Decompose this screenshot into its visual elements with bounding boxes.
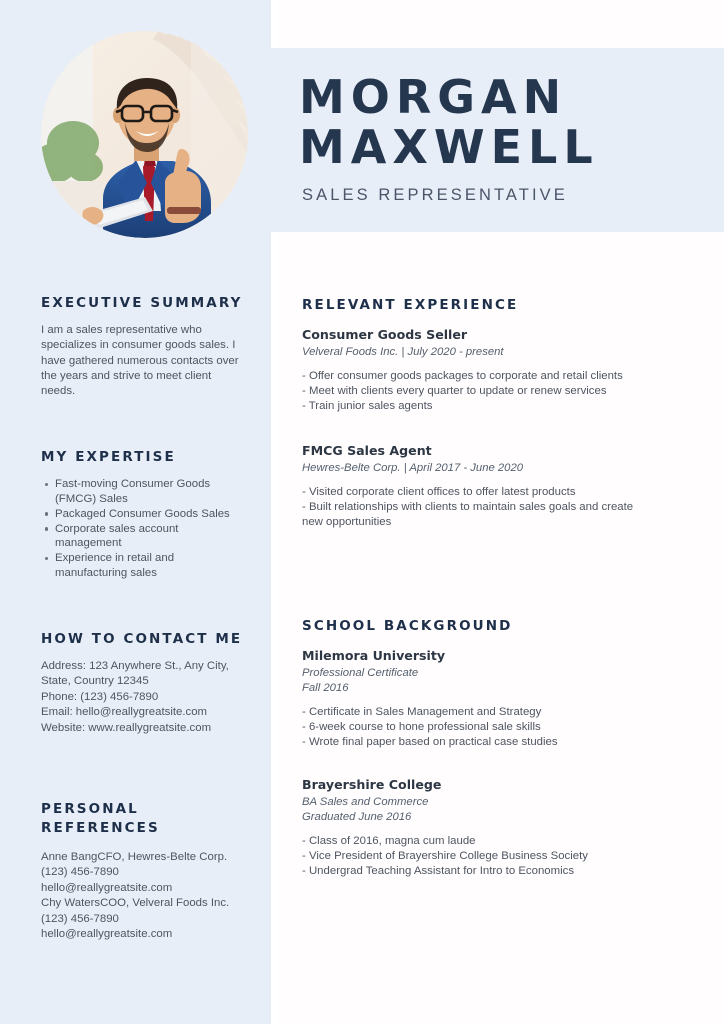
reference-2-email: hello@reallygreatsite.com: [41, 928, 173, 941]
experience-1-point-1: - Offer consumer goods packages to corporate and retail clients: [302, 370, 623, 382]
experience-1-point-2: - Meet with clients every quarter to update or renew services: [302, 385, 607, 398]
school-entry-2: [302, 776, 684, 880]
references-heading-line1: PERSONAL: [41, 801, 139, 817]
section-relevant-experience: [302, 296, 684, 534]
reference-2-phone: (123) 456-7890: [41, 912, 119, 925]
experience-1-points: [302, 369, 684, 415]
experience-1-point-3: - Train junior sales agents: [302, 400, 433, 413]
section-heading-contact: HOW TO CONTACT ME: [41, 631, 243, 647]
section-my-expertise: [41, 448, 248, 581]
reference-2-name: Chy WatersCOO, Velveral Foods Inc.: [41, 897, 230, 910]
contact-lines: [41, 659, 248, 736]
school-2-title: Brayershire College: [302, 776, 442, 792]
contact-address-line2: State, Country 12345: [41, 675, 149, 688]
section-heading-executive-summary: EXECUTIVE SUMMARY: [41, 295, 243, 311]
school-2-point-1: - Class of 2016, magna cum laude: [302, 834, 476, 847]
section-school-background: [302, 617, 684, 883]
experience-2-points: [302, 485, 684, 531]
experience-2-point-2: - Built relationships with clients to maintain sales goals and create: [302, 500, 634, 513]
list-item: Corporate sales account management: [55, 522, 248, 551]
section-heading-school-background: SCHOOL BACKGROUND: [302, 618, 513, 634]
references-lines: [41, 850, 248, 942]
experience-2-meta: Hewres-Belte Corp. | April 2017 - June 2020: [302, 461, 524, 474]
experience-entry-1: [302, 326, 684, 415]
section-personal-references: [41, 800, 248, 942]
school-entry-1: [302, 647, 684, 751]
school-2-points: [302, 834, 684, 880]
expertise-list: [41, 477, 248, 581]
spacer: [302, 755, 684, 776]
reference-1-name: Anne BangCFO, Hewres-Belte Corp.: [41, 851, 228, 863]
experience-2-point-1: - Visited corporate client offices to offer latest products: [302, 485, 576, 498]
section-heading-relevant-experience: RELEVANT EXPERIENCE: [302, 297, 519, 313]
school-1-meta-line1: Professional Certificate: [302, 667, 419, 679]
last-name: MAXWELL: [299, 120, 599, 174]
school-1-point-3: - Wrote final paper based on practical case studies: [302, 736, 558, 749]
page-title: [299, 72, 719, 205]
school-2-meta-line2: Graduated June 2016: [302, 810, 412, 823]
contact-website: Website: www.reallygreatsite.com: [41, 721, 212, 734]
experience-1-title: Consumer Goods Seller: [302, 327, 468, 342]
list-item: Fast-moving Consumer Goods (FMCG) Sales: [55, 477, 248, 506]
contact-address-line1: Address: 123 Anywhere St., Any City,: [41, 660, 229, 672]
school-1-meta: [302, 666, 684, 696]
experience-entry-2: [302, 442, 684, 531]
avatar: [41, 31, 248, 238]
section-executive-summary: [41, 294, 248, 399]
school-2-meta-line1: BA Sales and Commerce: [302, 795, 429, 808]
portrait-photo-icon: [41, 31, 248, 238]
school-1-point-1: - Certificate in Sales Management and Strategy: [302, 706, 542, 718]
contact-email: Email: hello@reallygreatsite.com: [41, 706, 208, 719]
reference-1-phone: (123) 456-7890: [41, 866, 119, 879]
school-1-meta-line2: Fall 2016: [302, 682, 349, 694]
references-heading-line2: REFERENCES: [41, 820, 160, 836]
white-top-strip: [277, 0, 724, 48]
section-heading-personal-references: [41, 800, 248, 838]
contact-phone: Phone: (123) 456-7890: [41, 690, 159, 703]
section-contact: [41, 630, 248, 736]
experience-2-point-3: new opportunities: [302, 516, 392, 529]
list-item: Packaged Consumer Goods Sales: [55, 507, 248, 522]
school-2-point-2: - Vice President of Brayershire College Business Society: [302, 849, 588, 862]
school-2-point-3: - Undergrad Teaching Assistant for Intro to Economics: [302, 865, 575, 878]
experience-1-meta: Velveral Foods Inc. | July 2020 - present: [302, 346, 504, 358]
school-1-point-2: - 6-week course to hone professional sale skills: [302, 721, 541, 734]
section-heading-my-expertise: MY EXPERTISE: [41, 449, 176, 465]
reference-1-email: hello@reallygreatsite.com: [41, 881, 173, 894]
executive-summary-text: I am a sales representative who specializes in consumer goods sales. I have gathered numerous contacts over the years and strive to meet client needs.: [41, 324, 239, 398]
experience-2-title: FMCG Sales Agent: [302, 442, 432, 458]
school-1-points: [302, 705, 684, 751]
school-2-meta: [302, 795, 684, 825]
first-name: MORGAN: [299, 70, 568, 124]
job-title: SALES REPRESENTATIVE: [302, 186, 568, 204]
spacer: [302, 419, 684, 442]
list-item: Experience in retail and manufacturing sales: [55, 551, 248, 580]
school-1-title: Milemora University: [302, 648, 446, 663]
